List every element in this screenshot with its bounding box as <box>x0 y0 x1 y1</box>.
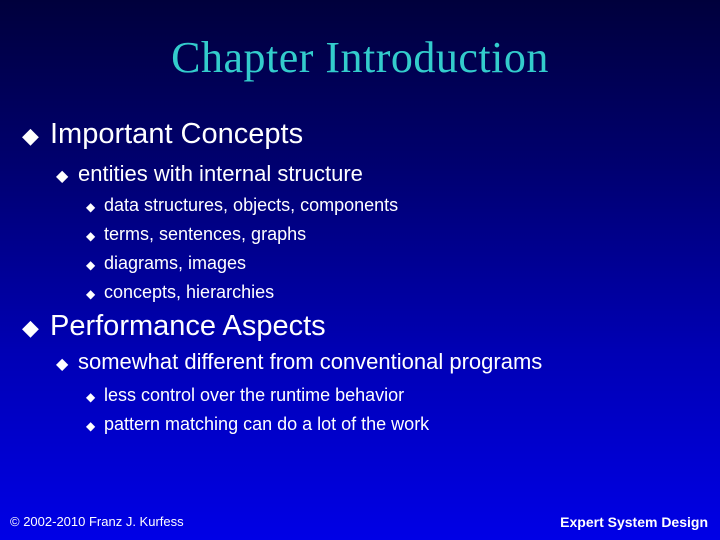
diamond-bullet-icon: ◆ <box>86 200 96 214</box>
subpoint-label: somewhat different from conventional programs <box>78 349 543 374</box>
diamond-bullet-icon: ◆ <box>56 168 69 185</box>
section-heading-label: Performance Aspects <box>50 310 326 342</box>
diamond-bullet-icon: ◆ <box>22 123 39 148</box>
list-item <box>86 385 404 406</box>
list-item-label: pattern matching can do a lot of the work <box>104 414 430 434</box>
subpoint-somewhat-different <box>56 349 542 375</box>
diamond-bullet-icon: ◆ <box>86 419 96 433</box>
section-heading-label: Important Concepts <box>50 118 304 150</box>
list-item <box>86 282 274 303</box>
slide-title: Chapter Introduction <box>171 33 549 82</box>
diamond-bullet-icon: ◆ <box>86 287 96 301</box>
list-item-label: data structures, objects, components <box>104 195 399 215</box>
list-item <box>86 224 306 245</box>
diamond-bullet-icon: ◆ <box>22 315 39 340</box>
list-item <box>86 414 429 435</box>
section-heading-performance-aspects <box>22 310 326 343</box>
list-item-label: concepts, hierarchies <box>104 282 275 302</box>
diamond-bullet-icon: ◆ <box>86 229 96 243</box>
list-item <box>86 253 246 274</box>
list-item <box>86 195 398 216</box>
diamond-bullet-icon: ◆ <box>86 390 96 404</box>
list-item-label: diagrams, images <box>104 253 247 273</box>
subpoint-label: entities with internal structure <box>78 161 363 186</box>
section-heading-important-concepts <box>22 118 303 151</box>
footer-course-title: Expert System Design <box>560 514 708 530</box>
subpoint-entities <box>56 161 363 187</box>
list-item-label: less control over the runtime behavior <box>104 385 405 405</box>
diamond-bullet-icon: ◆ <box>86 258 96 272</box>
footer-copyright: © 2002-2010 Franz J. Kurfess <box>10 514 184 529</box>
list-item-label: terms, sentences, graphs <box>104 224 307 244</box>
diamond-bullet-icon: ◆ <box>56 356 69 373</box>
